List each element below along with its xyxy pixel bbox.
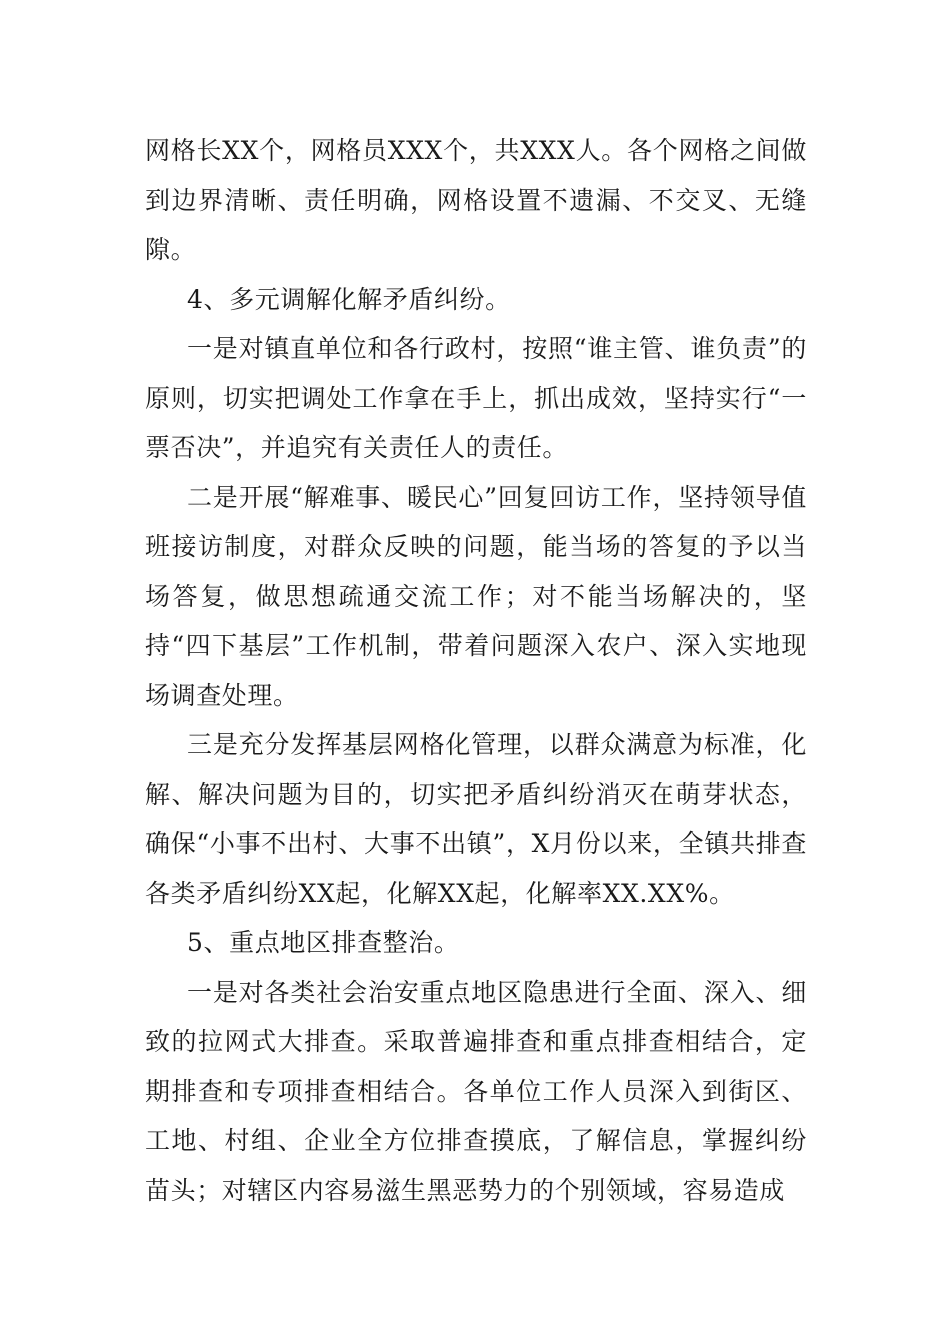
paragraph-grid-members: 网格长XX个，网格员XXX个，共XXX人。各个网格之间做到边界清晰、责任明确，网格设置不遗漏、不交叉、无缝隙。 xyxy=(145,136,807,264)
paragraph-point-one: 一是对镇直单位和各行政村，按照“谁主管、谁负责”的原则，切实把调处工作拿在手上，抓出成效，坚持实行“一票否决”，并追究有关责任人的责任。 xyxy=(145,334,807,462)
paragraph-point-three: 三是充分发挥基层网格化管理，以群众满意为标准，化解、解决问题为目的，切实把矛盾纠纷消灭在萌芽状态，确保“小事不出村、大事不出镇”，X月份以来，全镇共排查各类矛盾纠纷XX起，化解XX起，化解率XX.XX%。 xyxy=(145,730,807,908)
heading-multi-mediation: 4、多元调解化解矛盾纠纷。 xyxy=(187,284,511,314)
document-body xyxy=(145,126,807,1215)
heading-key-areas: 5、重点地区排查整治。 xyxy=(187,928,460,957)
paragraph-key-areas-point-one: 一是对各类社会治安重点地区隐患进行全面、深入、细致的拉网式大排查。采取普遍排查和重点排查相结合，定期排查和专项排查相结合。各单位工作人员深入到街区、工地、村组、企业全方位排查摸底，了解信息，掌握纠纷苗头；对辖区内容易滋生黑恶势力的个别领域，容易造成 xyxy=(145,977,807,1205)
paragraph-point-two: 二是开展“解难事、暖民心”回复回访工作，坚持领导值班接访制度，对群众反映的问题，能当场的答复的予以当场答复，做思想疏通交流工作；对不能当场解决的，坚持“四下基层”工作机制，带着问题深入农户、深入实地现场调查处理。 xyxy=(145,482,807,710)
